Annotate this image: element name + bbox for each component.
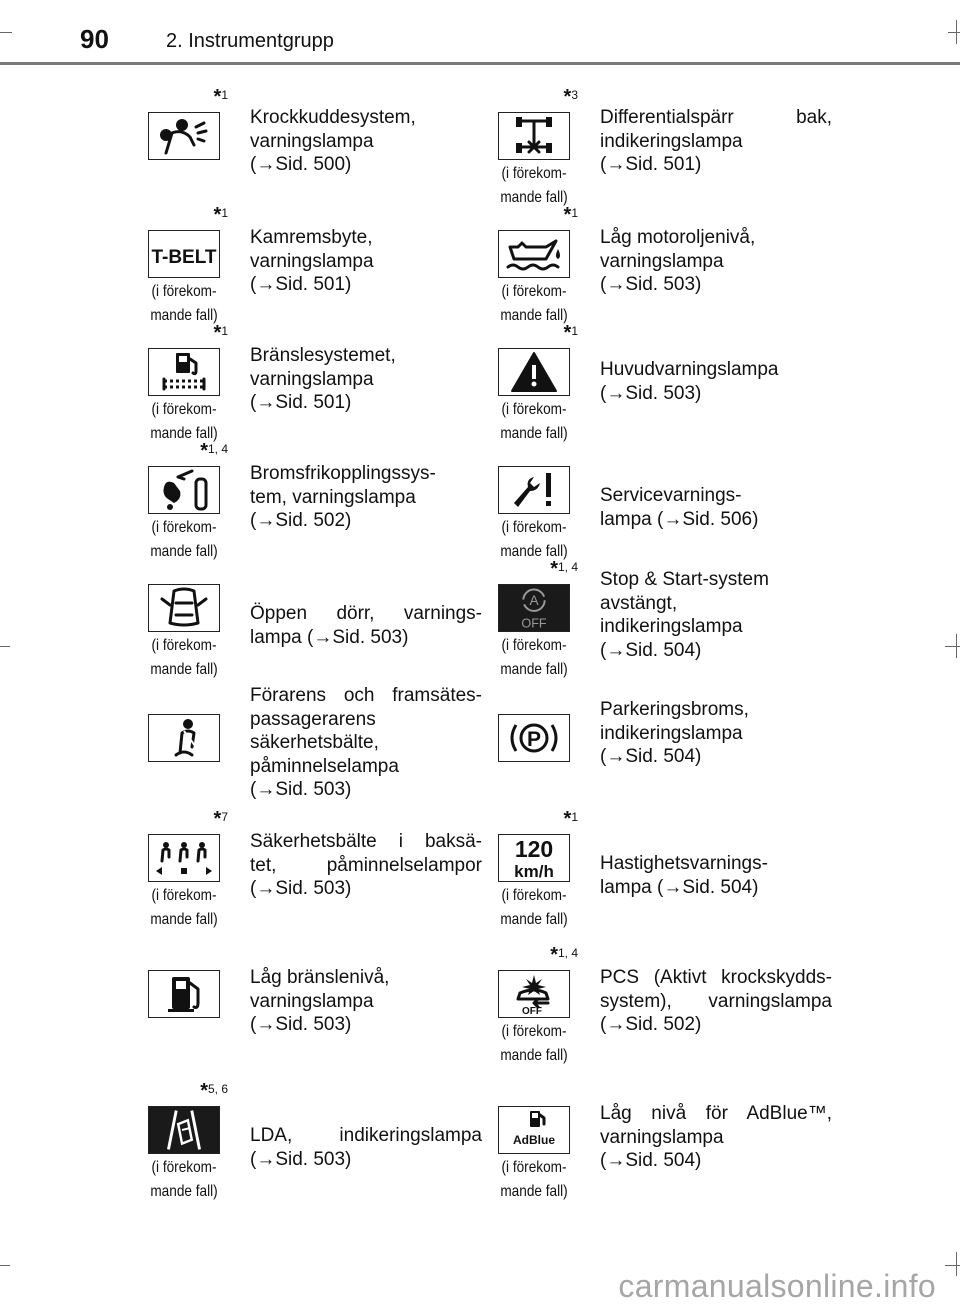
description-line: PCS (Aktivt krockskydds-: [600, 967, 832, 988]
description-line: LDA, indikeringslampa: [250, 1125, 482, 1146]
master-warning-icon: [498, 348, 570, 396]
asterisk: *: [213, 204, 222, 226]
description-line: lampa (→Sid. 506): [600, 508, 759, 530]
asterisk: *: [563, 86, 572, 108]
description-line: Låg motoroljenivå,: [600, 227, 756, 248]
svg-text:AdBlue: AdBlue: [513, 1133, 555, 1147]
indicator-description: [600, 484, 832, 531]
description-line: (→Sid. 503): [250, 1148, 352, 1170]
crop-mark: [0, 646, 10, 647]
indicator-description: [600, 852, 832, 899]
indicator-description: [600, 358, 832, 405]
airbag-warning-icon: [148, 112, 220, 160]
indicator-description: [600, 226, 832, 297]
description-line: avstängt,: [600, 592, 678, 614]
availability-line: mande fall): [500, 911, 568, 928]
description-line: (→Sid. 501): [250, 392, 352, 413]
description-line: (→Sid. 501): [250, 274, 352, 295]
description-line: varningslampa: [250, 130, 374, 152]
footnote-number: 1: [221, 88, 228, 102]
footnote-number: 5, 6: [207, 1082, 228, 1096]
footnote-number: 1, 4: [557, 946, 578, 960]
description-line: varningslampa: [600, 1126, 724, 1148]
svg-text:km/h: km/h: [514, 862, 554, 881]
description-line: Bromsfrikopplingssys-: [250, 463, 436, 484]
indicator-entry: [484, 442, 834, 560]
description-line: lampa (→Sid. 503): [250, 626, 409, 648]
indicator-entry: [134, 442, 484, 560]
indicator-entry: [134, 560, 484, 678]
availability-line: mande fall): [150, 1183, 218, 1200]
availability-note: [486, 516, 581, 564]
availability-line: (i förekom-: [151, 887, 217, 904]
asterisk: *: [213, 322, 222, 344]
availability-line: mande fall): [500, 1047, 568, 1064]
description-line: (→Sid. 504): [600, 746, 702, 767]
low-fuel-icon: [148, 970, 220, 1018]
footnote-number: 1: [221, 206, 228, 220]
availability-line: mande fall): [500, 425, 568, 442]
footnote-marker: [214, 808, 228, 831]
availability-line: (i förekom-: [501, 1159, 567, 1176]
description-line: Huvudvarningslampa: [600, 359, 779, 380]
svg-text:OFF: OFF: [522, 1006, 542, 1015]
description-line: (→Sid. 503): [250, 779, 352, 800]
availability-line: (i förekom-: [151, 1159, 217, 1176]
lda-icon: [148, 1106, 220, 1154]
description-line: (→Sid. 504): [600, 1150, 702, 1171]
fuel-system-icon: [148, 348, 220, 396]
pcs-off-icon: [498, 970, 570, 1018]
indicator-description: [600, 1102, 832, 1173]
asterisk: *: [563, 204, 572, 226]
footnote-marker: [550, 944, 578, 967]
crop-mark: [0, 32, 12, 33]
description-line: (→Sid. 502): [250, 510, 352, 531]
indicator-entry: [134, 1082, 484, 1214]
availability-note: [136, 516, 231, 564]
description-line: (→Sid. 503): [600, 382, 702, 404]
parking-brake-icon: [498, 714, 570, 762]
indicator-entry: [134, 810, 484, 946]
availability-note: [136, 884, 231, 932]
description-line: varningslampa: [250, 368, 374, 390]
indicator-entry: [484, 88, 834, 206]
rear-differential-lock-icon: [498, 112, 570, 160]
footnote-marker: [200, 440, 228, 463]
chapter-title: 2. Instrumentgrupp: [166, 30, 334, 52]
availability-note: [486, 884, 581, 932]
description-line: varningslampa: [250, 990, 374, 1012]
door-open-icon: [148, 584, 220, 632]
indicator-description: [250, 830, 482, 901]
indicator-description: [250, 344, 482, 415]
description-line: tet, påminnelselampor: [250, 854, 482, 876]
asterisk: *: [563, 322, 572, 344]
availability-line: mande fall): [500, 661, 568, 678]
indicator-description: [600, 568, 832, 662]
description-line: indikeringslampa: [600, 722, 743, 744]
availability-line: mande fall): [150, 307, 218, 324]
footnote-marker: [214, 322, 228, 345]
indicator-entry: [484, 678, 834, 810]
description-line: (→Sid. 500): [250, 154, 352, 175]
seatbelt-reminder-icon: [148, 714, 220, 762]
description-line: (→Sid. 503): [600, 274, 702, 295]
description-line: varningslampa: [600, 250, 724, 272]
availability-line: mande fall): [150, 911, 218, 928]
header-rule: [0, 62, 960, 65]
availability-line: mande fall): [150, 661, 218, 678]
availability-line: (i förekom-: [501, 165, 567, 182]
crop-mark: [956, 1252, 957, 1276]
description-line: indikeringslampa: [600, 130, 743, 152]
description-line: passagerarens: [250, 708, 376, 730]
description-line: Hastighetsvarnings-: [600, 853, 768, 874]
footnote-number: 7: [221, 810, 228, 824]
indicator-description: [250, 1124, 482, 1171]
availability-note: [486, 1156, 581, 1204]
description-line: lampa (→Sid. 504): [600, 876, 759, 898]
svg-text:OFF: OFF: [521, 616, 547, 631]
indicator-entry: [484, 946, 834, 1082]
crop-mark: [956, 20, 957, 44]
low-engine-oil-icon: [498, 230, 570, 278]
indicator-description: [250, 226, 482, 297]
description-line: Säkerhetsbälte i baksä-: [250, 831, 482, 852]
indicator-entry: [134, 88, 484, 206]
description-line: varningslampa: [250, 250, 374, 272]
availability-line: (i förekom-: [501, 887, 567, 904]
description-line: Krockkuddesystem,: [250, 107, 416, 128]
footnote-number: 1: [571, 324, 578, 338]
availability-line: (i förekom-: [151, 519, 217, 536]
footnote-number: 1, 4: [207, 442, 228, 456]
brake-override-icon: [148, 466, 220, 514]
crop-mark: [945, 646, 960, 647]
footnote-marker: [564, 86, 578, 109]
availability-line: mande fall): [150, 543, 218, 560]
footnote-number: 1, 4: [557, 560, 578, 574]
description-line: Differentialspärr bak,: [600, 107, 832, 128]
description-line: system), varningslampa: [600, 990, 832, 1012]
availability-line: (i förekom-: [501, 637, 567, 654]
indicator-description: [250, 462, 482, 533]
availability-line: mande fall): [500, 189, 568, 206]
availability-line: mande fall): [500, 543, 568, 560]
asterisk: *: [550, 944, 558, 966]
availability-line: (i förekom-: [151, 637, 217, 654]
indicator-description: [250, 684, 482, 802]
description-line: (→Sid. 503): [250, 878, 352, 899]
rear-seatbelt-reminder-icon: [148, 834, 220, 882]
asterisk: *: [213, 86, 222, 108]
availability-line: (i förekom-: [151, 401, 217, 418]
footnote-marker: [200, 1080, 228, 1103]
indicator-description: [250, 966, 482, 1037]
description-line: Kamremsbyte,: [250, 227, 373, 248]
indicator-description: [600, 966, 832, 1037]
description-line: säkerhetsbälte,: [250, 732, 379, 753]
description-line: (→Sid. 503): [250, 1014, 352, 1035]
crop-mark: [956, 634, 957, 658]
asterisk: *: [563, 808, 572, 830]
indicator-entry: [134, 678, 484, 810]
speed-warning-icon: [498, 834, 570, 882]
indicator-table: [134, 88, 834, 1214]
svg-text:A: A: [529, 593, 539, 609]
description-line: Låg nivå för AdBlue™,: [600, 1103, 832, 1124]
crop-mark: [948, 32, 960, 33]
asterisk: *: [200, 440, 208, 462]
indicator-entry: [134, 206, 484, 324]
asterisk: *: [200, 1080, 208, 1102]
description-line: Parkeringsbroms,: [600, 699, 749, 720]
description-line: Servicevarnings-: [600, 485, 742, 506]
description-line: tem, varningslampa: [250, 486, 416, 508]
stop-start-off-icon: [498, 584, 570, 632]
crop-mark: [0, 1265, 10, 1266]
description-line: (→Sid. 501): [600, 154, 702, 175]
indicator-description: [600, 698, 832, 769]
service-warning-icon: [498, 466, 570, 514]
footnote-marker: [564, 204, 578, 227]
page-number: 90: [80, 24, 109, 54]
svg-text:120: 120: [514, 836, 554, 862]
footnote-number: 1: [221, 324, 228, 338]
description-line: Öppen dörr, varnings-: [250, 603, 482, 624]
availability-line: (i förekom-: [501, 519, 567, 536]
availability-note: [486, 1020, 581, 1068]
indicator-entry: [484, 206, 834, 324]
footnote-number: 3: [571, 88, 578, 102]
availability-note: [486, 162, 581, 210]
adblue-low-icon: [498, 1106, 570, 1154]
footnote-marker: [214, 204, 228, 227]
description-line: Stop & Start-system: [600, 569, 769, 590]
description-line: (→Sid. 504): [600, 639, 702, 661]
footnote-number: 1: [571, 206, 578, 220]
availability-note: [486, 398, 581, 446]
indicator-entry: [134, 946, 484, 1082]
indicator-entry: [484, 560, 834, 678]
crop-mark: [945, 1265, 960, 1266]
availability-line: mande fall): [500, 307, 568, 324]
timing-belt-icon: [148, 230, 220, 278]
availability-note: [136, 634, 231, 682]
description-line: Bränslesystemet,: [250, 345, 396, 366]
asterisk: *: [213, 808, 222, 830]
indicator-description: [250, 106, 482, 177]
availability-note: [486, 280, 581, 328]
footnote-marker: [564, 808, 578, 831]
description-line: (→Sid. 502): [600, 1014, 702, 1035]
description-line: Förarens och framsätes-: [250, 685, 482, 706]
availability-line: mande fall): [150, 425, 218, 442]
availability-note: [136, 1156, 231, 1204]
footnote-marker: [564, 322, 578, 345]
asterisk: *: [550, 558, 558, 580]
availability-line: (i förekom-: [151, 283, 217, 300]
availability-line: (i förekom-: [501, 283, 567, 300]
indicator-description: [600, 106, 832, 177]
availability-note: [486, 634, 581, 682]
availability-line: (i förekom-: [501, 401, 567, 418]
indicator-entry: [484, 810, 834, 946]
footnote-marker: [550, 558, 578, 581]
availability-note: [136, 280, 231, 328]
svg-text:P: P: [526, 728, 542, 751]
indicator-description: [250, 602, 482, 649]
description-line: Låg bränslenivå,: [250, 967, 390, 988]
availability-note: [136, 398, 231, 446]
indicator-entry: [484, 324, 834, 442]
availability-line: (i förekom-: [501, 1023, 567, 1040]
footnote-marker: [214, 86, 228, 109]
availability-line: mande fall): [500, 1183, 568, 1200]
description-line: indikeringslampa: [600, 616, 743, 637]
indicator-entry: [134, 324, 484, 442]
footnote-number: 1: [571, 810, 578, 824]
indicator-entry: [484, 1082, 834, 1214]
svg-text:T-BELT: T-BELT: [151, 247, 217, 268]
watermark: carmanualsonline.info: [618, 1268, 936, 1304]
description-line: påminnelselampa: [250, 755, 399, 777]
